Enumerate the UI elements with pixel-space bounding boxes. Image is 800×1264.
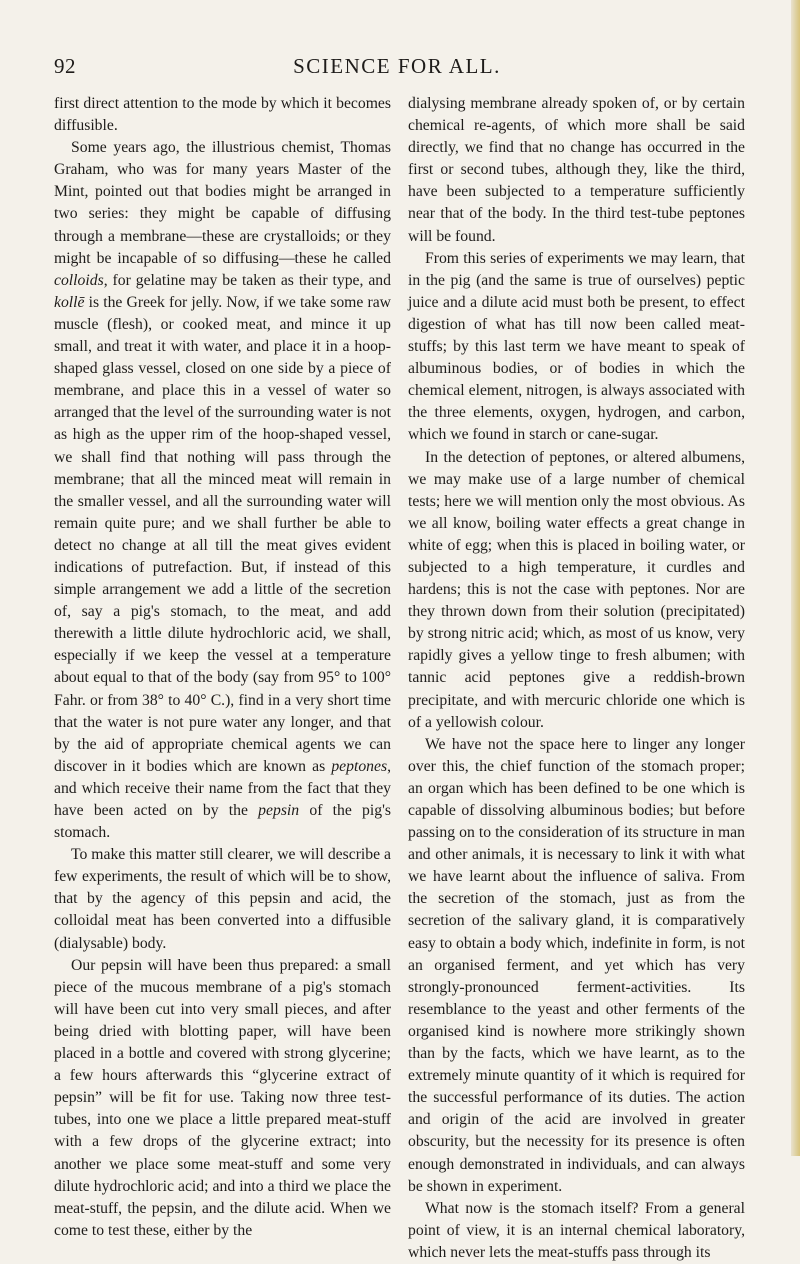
text-run: To make this matter still clearer, we will describe a few experiments, the result of which will be to show, that by the agency of this pepsin and acid, the colloidal meat has been converted into a diffusible (dialysable) body.: [54, 846, 391, 952]
right-column: [408, 93, 745, 1264]
page-number: 92: [54, 54, 76, 78]
italic-term: colloids: [54, 271, 104, 289]
italic-term: kollē: [54, 293, 85, 311]
paragraph: [54, 137, 391, 844]
paragraph: [408, 447, 745, 734]
paragraph: [54, 844, 391, 954]
text-run: Some years ago, the illustrious chemist, Thomas Graham, who was for many years Master of the Mint, pointed out that bodies might be arranged in two series: they might be capable of diffusing through a membrane—these are crystalloids; or they might be incapable of so diffusing—these he called: [54, 139, 391, 267]
text-run: In the detection of peptones, or altered albumens, we may make use of a large number of chemical tests; here we will mention only the most obvious. As we all know, boiling water effects a great change in white of egg; when this is placed in boiling water, or subjected to a high temperature, it curdles and hardens; this is not the case with peptones. Nor are they thrown down from their solution (precipitated) by strong nitric acid; which, as most of us know, very rapidly gives a yellow tinge to fresh albumen; with tannic acid peptones give a reddish-brown precipitate, and with mercuric chloride one which is of a yellowish colour.: [408, 448, 745, 731]
text-run: is the Greek for jelly. Now, if we take some raw muscle (flesh), or cooked meat, and mince it up small, and treat it with water, and place it in a hoop-shaped glass vessel, closed on one side by a piece of membrane, and place this in a vessel of water so arranged that the level of the surrounding water is not as high as the upper rim of the hoop-shaped vessel, we shall find that nothing will pass through the membrane; that all the minced meat will remain in the smaller vessel, and all the surrounding water will remain quite pure; and we shall further be able to detect no change at all till the meat gives evident indications of putrefaction. But, if instead of this simple arrangement we add a little of the secretion of, say a pig's stomach, to the meat, and add therewith a little dilute hydrochloric acid, we shall, especially if we keep the vessel at a temperature about equal to that of the body (say from 95° to 100° Fahr. or from 38° to 40° C.), find in a very short time that the water is not pure water any longer, and that by the aid of appropriate chemical agents we can discover in it bodies which are known as: [54, 293, 391, 775]
italic-term: pepsin: [258, 802, 300, 819]
text-run: , and which receive their name from the fact that they have been acted on by the: [54, 757, 391, 819]
text-run: What now is the stomach itself? From a general point of view, it is an internal chemical laboratory, which never lets the meat-stuffs pass through its: [408, 1199, 745, 1261]
text-run: Our pepsin will have been thus prepared: a small piece of the mucous membrane of a pig's stomach will have been cut into very small pieces, and after being dried with blotting paper, will have been placed in a bottle and covered with strong glycerine; a few hours afterwards this “glycerine extract of pepsin” will be fit for use. Taking now three test-tubes, into one we place a little prepared meat-stuff with a few drops of the glycerine extract; into another we place some meat-stuff and some very dilute hydrochloric acid; and into a third we place the meat-stuff, the pepsin, and the dilute acid. When we come to test these, either by the: [54, 956, 391, 1239]
left-column: [54, 93, 391, 1242]
paragraph: [408, 248, 745, 447]
paragraph: [408, 734, 745, 1198]
text-run: , for gelatine may be taken as their type, and: [103, 271, 391, 289]
continued-paragraph: [54, 93, 391, 137]
italic-term: peptones: [331, 757, 388, 775]
page-edge: [791, 0, 800, 1156]
text-run: From this series of experiments we may learn, that in the pig (and the same is true of ourselves) peptic juice and a dilute acid must both be present, to effect digestion of what has till now been called meat-stuffs; by this last term we have meant to speak of albuminous bodies, or of bodies in which the chemical element, nitrogen, is always associated with the three elements, oxygen, hydrogen, and carbon, which we found in starch or cane-sugar.: [408, 249, 745, 444]
text-run: of the pig's stomach.: [54, 802, 392, 842]
running-head: SCIENCE FOR ALL.: [293, 54, 501, 78]
paragraph: [54, 955, 391, 1242]
continued-paragraph: [408, 93, 745, 248]
paragraph: [408, 1198, 745, 1264]
page-header: [54, 54, 740, 80]
text-run: We have not the space here to linger any longer over this, the chief function of the stomach proper; an organ which has been defined to be one which is capable of dissolving albuminous bodies; but before passing on to the consideration of its structure in man and other animals, it is necessary to link it with what we have learnt about the influence of saliva. From the secretion of the stomach, just as from the secretion of the salivary gland, it is comparatively easy to obtain a body which, indefinite in form, is not an organised ferment, and yet which has very strongly-pronounced ferment-activities. Its resemblance to the yeast and other ferments of the organised kind is nowhere more strikingly shown than by the facts, which we have learnt, as to the extremely minute quantity of it which is required for the successful performance of its duties. The action and origin of the acid are involved in greater obscurity, but the necessity for its presence is often enough demonstrated in individuals, and can always be shown in experiment.: [408, 735, 745, 1195]
text-run: dialysing membrane already spoken of, or by certain chemical re-agents, of which more shall be said directly, we find that no change has occurred in the first or second tubes, although they, like the third, have been subjected to a temperature sufficiently near that of the body. In the third test-tube peptones will be found.: [408, 95, 745, 245]
text-run: first direct attention to the mode by which it becomes diffusible.: [54, 95, 391, 135]
